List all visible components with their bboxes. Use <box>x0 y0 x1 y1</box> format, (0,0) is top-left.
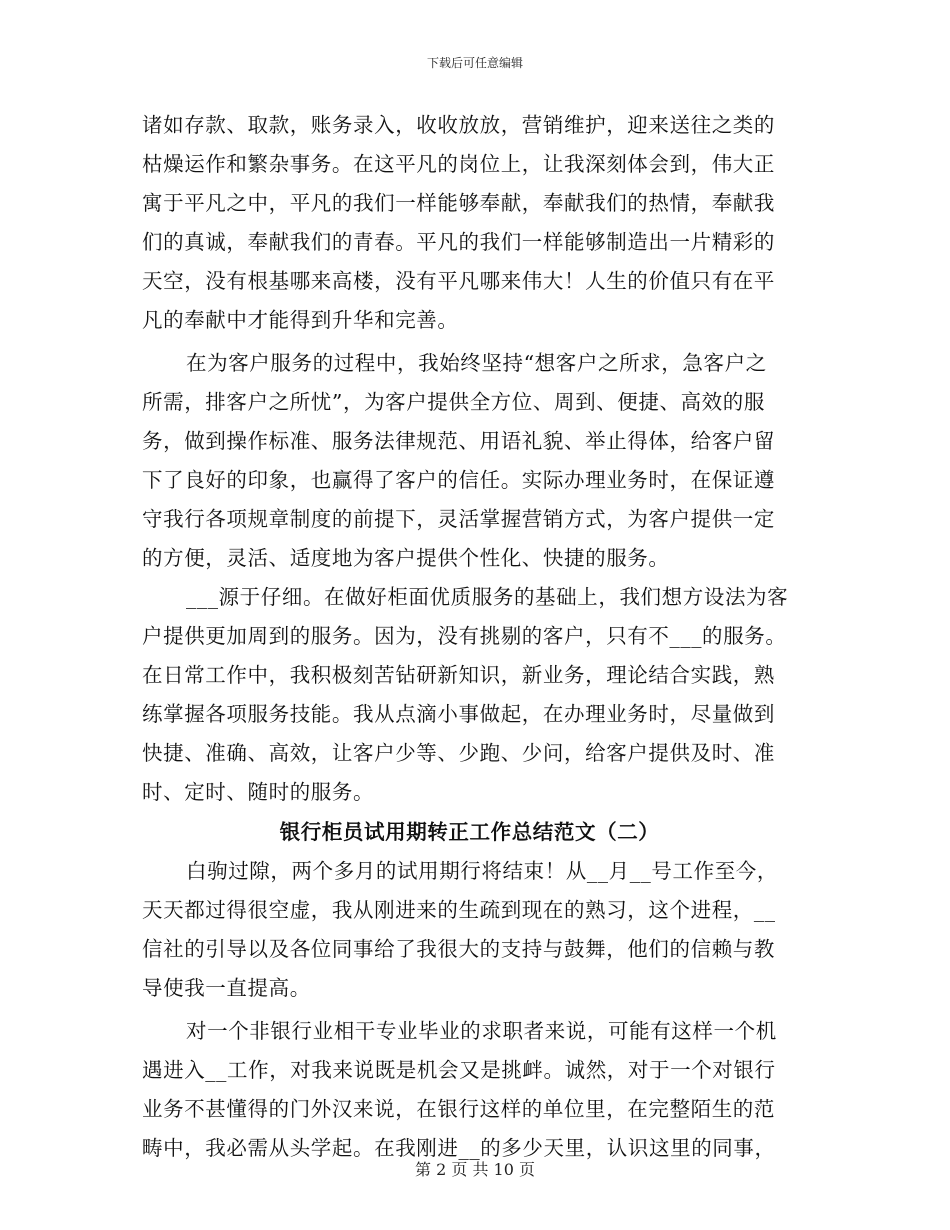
text-line: 枯燥运作和繁杂事务。在这平凡的岗位上，让我深刻体会到，伟大正 <box>142 152 775 176</box>
text-line: 对一个非银行业相干专业毕业的求职者来说，可能有这样一个机 <box>186 1019 777 1043</box>
text-line: 所需，排客户之所忧”，为客户提供全方位、周到、便捷、高效的服 <box>142 390 765 414</box>
paragraph <box>142 852 797 1008</box>
text-line: 练掌握各项服务技能。我从点滴小事做起，在办理业务时，尽量做到 <box>142 702 775 726</box>
text-line: 白驹过隙，两个多月的试用期行将结束！从__月__号工作至今， <box>186 859 778 883</box>
text-line: 凡的奉献中才能得到升华和完善。 <box>142 308 459 332</box>
text-line: 诸如存款、取款，账务录入，收收放放，营销维护，迎来送往之类的 <box>142 113 775 137</box>
page-footer: 第 2 页 共 10 页 <box>415 1160 535 1179</box>
text-line: 遇进入__工作，对我来说既是机会又是挑衅。诚然，对于一个对银行 <box>142 1058 776 1082</box>
paragraph <box>142 106 797 340</box>
text-line: 天空，没有根基哪来高楼，没有平凡哪来伟大！人生的价值只有在平 <box>142 269 775 293</box>
paragraph <box>142 578 797 812</box>
paragraph <box>142 344 797 578</box>
section-title: 银行柜员试用期转正工作总结范文（二） <box>279 820 660 844</box>
text-line: 业务不甚懂得的门外汉来说，在银行这样的单位里，在完整陌生的范 <box>142 1097 775 1121</box>
text-line: 下了良好的印象，也赢得了客户的信任。实际办理业务时，在保证遵 <box>142 468 775 492</box>
text-line: 在为客户服务的过程中，我始终坚持“想客户之所求，急客户之 <box>186 351 767 375</box>
text-line: 寓于平凡之中，平凡的我们一样能够奉献，奉献我们的热情，奉献我 <box>142 191 775 215</box>
text-line: 天天都过得很空虚，我从刚进来的生疏到现在的熟习，这个进程，__ <box>142 898 776 922</box>
page-header: 下载后可任意编辑 <box>426 56 523 70</box>
text-line: 户提供更加周到的服务。因为，没有挑剔的客户，只有不___的服务。 <box>142 624 787 648</box>
document-body <box>142 106 797 1168</box>
text-line: 信社的引导以及各位同事给了我很大的支持与鼓舞，他们的信赖与教 <box>142 937 775 961</box>
text-line: 导使我一直提高。 <box>142 976 311 1000</box>
text-line: 快捷、准确、高效，让客户少等、少跑、少问，给客户提供及时、准 <box>142 741 775 765</box>
text-line: 在日常工作中，我积极刻苦钻研新知识，新业务，理论结合实践，熟 <box>142 663 775 687</box>
text-line: 畴中，我必需从头学起。在我刚进__的多少天里，认识这里的同事， <box>142 1136 776 1160</box>
paragraph <box>142 1012 797 1168</box>
text-line: 守我行各项规章制度的前提下，灵活掌握营销方式，为客户提供一定 <box>142 507 775 531</box>
text-line: ___源于仔细。在做好柜面优质服务的基础上，我们想方设法为客 <box>186 585 789 609</box>
text-line: 们的真诚，奉献我们的青春。平凡的我们一样能够制造出一片精彩的 <box>142 230 775 254</box>
text-line: 时、定时、随时的服务。 <box>142 780 375 804</box>
text-line: 务，做到操作标准、服务法律规范、用语礼貌、举止得体，给客户留 <box>142 429 775 453</box>
text-line: 的方便，灵活、适度地为客户提供个性化、快捷的服务。 <box>142 546 670 570</box>
